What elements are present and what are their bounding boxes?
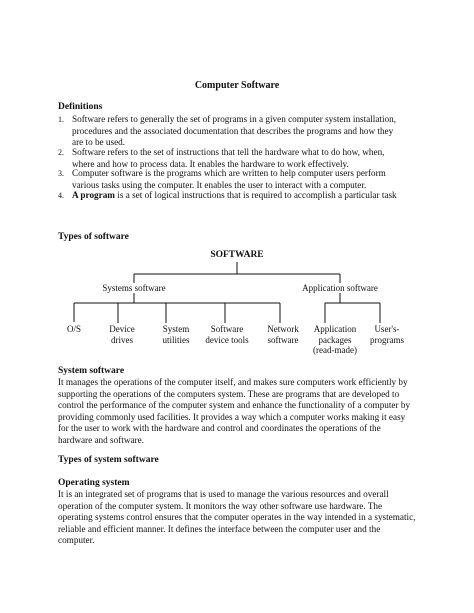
definition-item: 4. A program is a set of logical instructions that is required to accomplish a particular task [58,190,397,200]
tree-systems-node: Systems software [102,283,166,293]
tree-leaf: System utilities [162,324,190,345]
page-title: Computer Software [194,80,280,91]
tree-leaf: User's- programs [370,324,404,345]
operating-system-paragraph: It is an integrated set of programs that is used to manage the various resources and overall operation of the computer system. It monitors the way other software use hardware. The operating systems control ensures that the computer operates in the way intended in a systematic, reliable and efficient manner. It defines the interface between the computer user and the computer. [58,489,416,546]
tree-leaf: Application packages (read-made) [313,324,357,355]
tree-application-node: Application software [302,283,378,293]
tree-leaf: O/S [66,324,81,334]
system-software-paragraph: It manages the operations of the computer itself, and makes sure computers work efficiently by supporting the operations of the computers system. These are programs that are developed to control the performance of the computer system and enhance the functionality of a computer by providing commonly used facilities. It provides a way which a computer works making it easy for the user to work with the hardware and control and coordinates the operations of the hardware and software. [58,377,411,445]
types-of-system-software-heading: Types of system software [58,455,159,465]
tree-root-node: SOFTWARE [210,250,264,260]
types-of-software-heading: Types of software [58,232,129,242]
operating-system-heading: Operating system [58,478,130,488]
definition-item: 3. Computer software is the programs which are written to help computer users perform various tasks using the computer. It enables the user to interact with a computer. [58,168,386,190]
definition-item: 2. Software refers to the set of instructions that tell the hardware what to do how, when, where and how to process data. It enables the hardware to work effectively. [58,147,385,169]
system-software-heading: System software [58,366,125,376]
tree-leaf: Network software [267,324,299,345]
definitions-heading: Definitions [58,102,103,112]
definition-item: 1. Software refers to generally the set of programs in a given computer system installation, procedures and the associated documentation that describes the programs and how they are to be used. [58,114,397,148]
tree-leaf: Software device tools [205,324,249,345]
tree-leaf: Device drives [109,324,135,345]
